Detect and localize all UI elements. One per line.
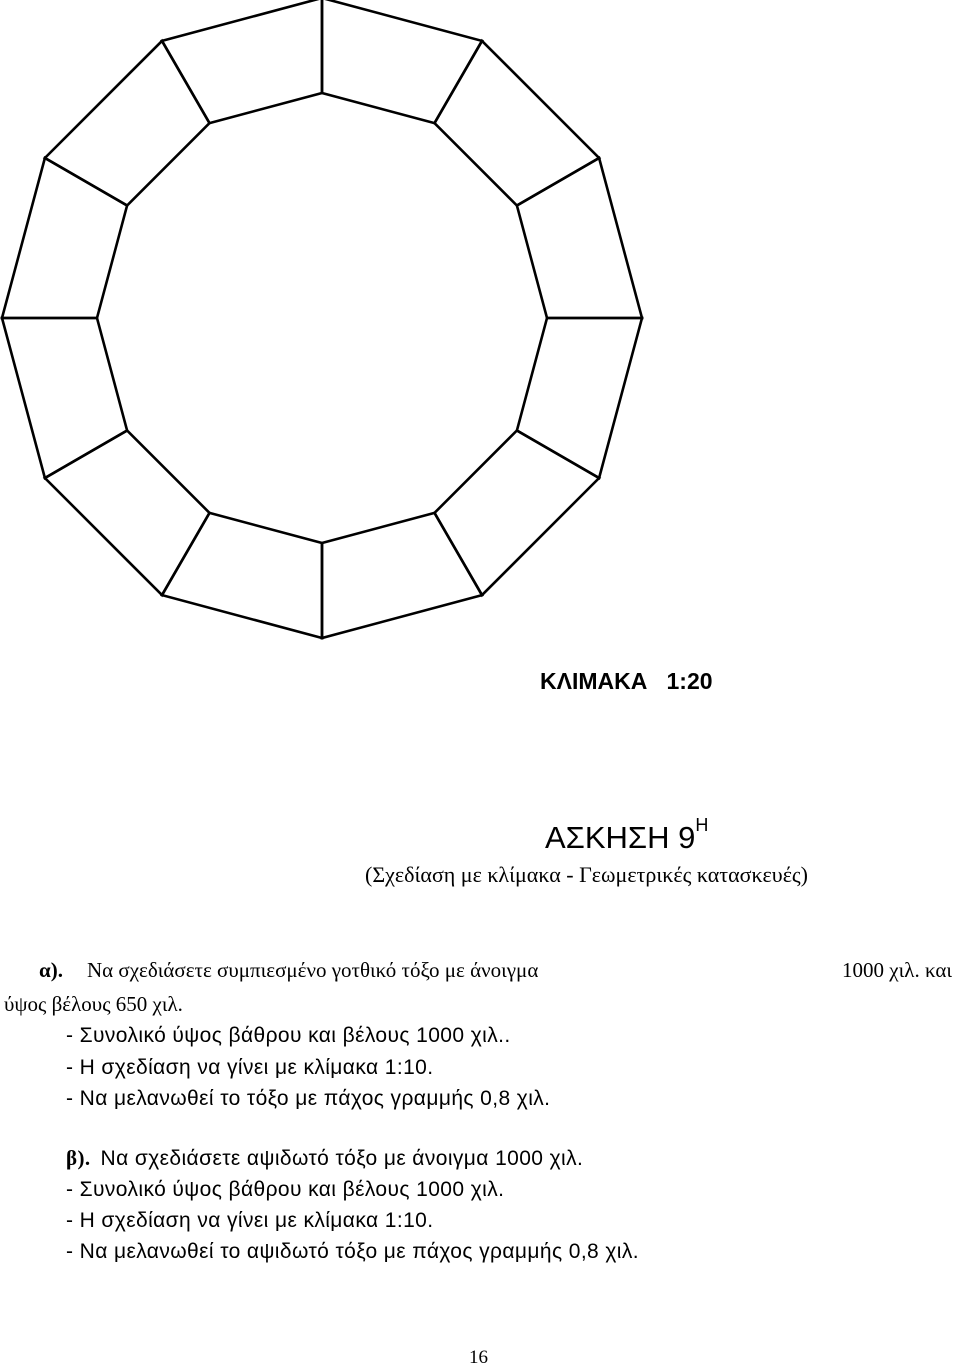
ring-segment	[2, 318, 127, 478]
part-b-instruction: Να σχεδιάσετε αψιδωτό τόξο με άνοιγμα 1000 χιλ.	[100, 1147, 584, 1170]
part-a-instruction: Να σχεδιάσετε συμπιεσμένο γοτθικό τόξο με άνοιγμα	[86, 958, 539, 982]
ring-segment	[435, 41, 600, 206]
part-a-bullet: - Η σχεδίαση να γίνει με κλίμακα 1:10.	[66, 1056, 434, 1079]
page-number: 16	[469, 1347, 488, 1368]
ring-segment	[517, 318, 642, 478]
ring-segment	[517, 158, 642, 318]
ring-segment	[162, 513, 322, 638]
exercise-subtitle: (Σχεδίαση με κλίμακα - Γεωμετρικές κατασκευές)	[365, 862, 808, 887]
part-b-bullet: - Η σχεδίαση να γίνει με κλίμακα 1:10.	[66, 1209, 434, 1232]
scale-note: ΚΛΙΜΑΚΑ 1:20	[540, 668, 713, 694]
ring-segment	[45, 431, 210, 596]
part-a-second-line: ύψος βέλους 650 χιλ.	[4, 992, 183, 1016]
part-b-first-line	[66, 1146, 583, 1171]
ring-segment	[322, 513, 482, 638]
segmented-ring-drawing	[0, 0, 660, 660]
exercise-title-superscript: Η	[695, 814, 709, 835]
ring-segments-group	[2, 0, 642, 638]
part-a-opening-value: 1000 χιλ. και	[842, 958, 952, 982]
part-a-label: α).	[39, 958, 63, 982]
part-a-bullet: - Να μελανωθεί το τόξο με πάχος γραμμής 0,8 χιλ.	[66, 1087, 551, 1110]
part-a-intro	[39, 958, 538, 983]
ring-segment	[322, 0, 482, 123]
part-b-label: β).	[66, 1146, 91, 1170]
ring-segment	[162, 0, 322, 123]
exercise-title-text: ΑΣΚΗΣΗ 9	[545, 820, 696, 855]
ring-segment	[2, 158, 127, 318]
part-a-first-line	[39, 958, 952, 983]
part-b-bullet: - Να μελανωθεί το αψιδωτό τόξο με πάχος γραμμής 0,8 χιλ.	[66, 1240, 639, 1263]
ring-segment	[435, 431, 600, 596]
part-b-bullet: - Συνολικό ύψος βάθρου και βέλους 1000 χιλ.	[66, 1178, 505, 1201]
ring-segment	[45, 41, 210, 206]
exercise-title	[545, 814, 709, 856]
part-a-bullet: - Συνολικό ύψος βάθρου και βέλους 1000 χιλ..	[66, 1024, 511, 1047]
